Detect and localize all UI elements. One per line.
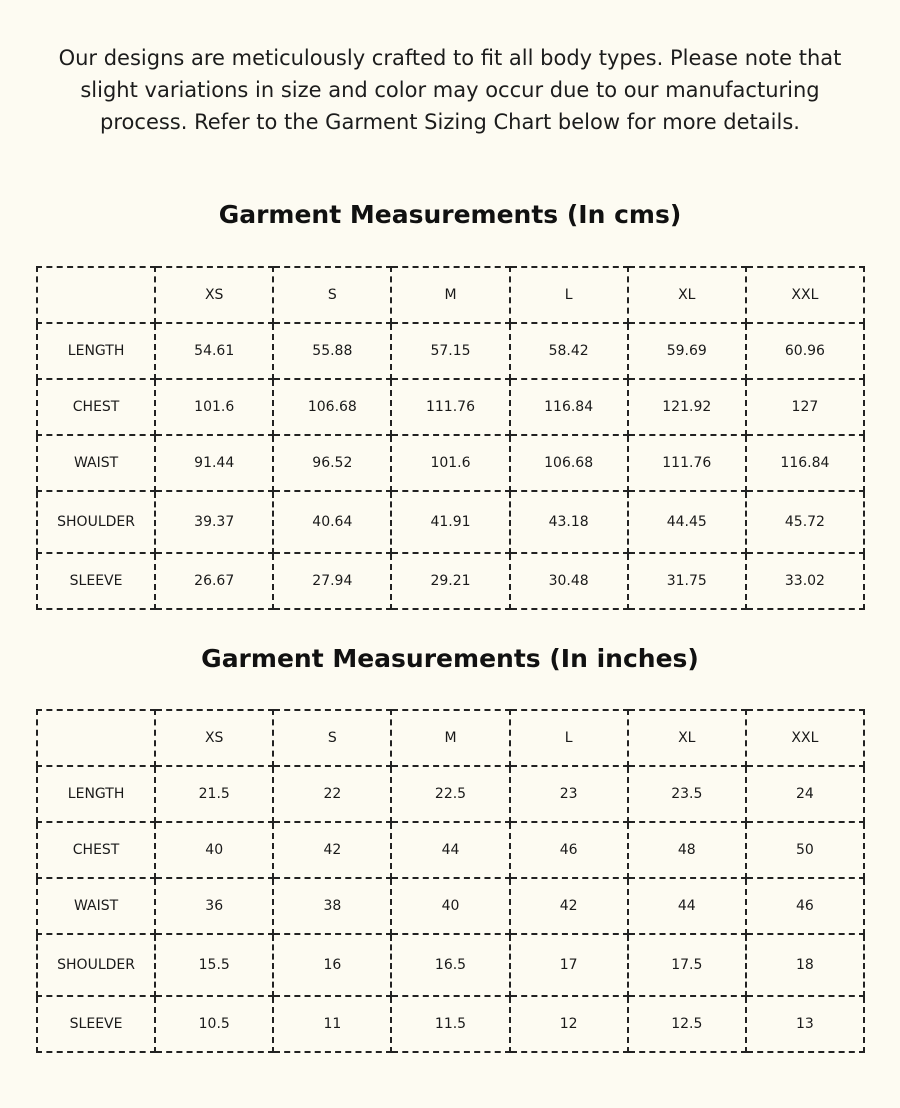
measurement-cell: 22 bbox=[273, 766, 391, 822]
measurement-cell: 13 bbox=[746, 996, 864, 1052]
table-row bbox=[37, 996, 864, 1052]
measurement-cell: 31.75 bbox=[628, 553, 746, 609]
measurement-cell: 22.5 bbox=[391, 766, 509, 822]
measurement-cell: 58.42 bbox=[510, 323, 628, 379]
size-chart-cms bbox=[36, 266, 865, 610]
measurement-cell: 55.88 bbox=[273, 323, 391, 379]
size-header: XL bbox=[628, 710, 746, 766]
measurement-cell: 40 bbox=[391, 878, 509, 934]
measurement-cell: 45.72 bbox=[746, 491, 864, 553]
measurement-cell: 57.15 bbox=[391, 323, 509, 379]
size-chart-inches bbox=[36, 709, 865, 1053]
measurement-cell: 10.5 bbox=[155, 996, 273, 1052]
size-header: L bbox=[510, 710, 628, 766]
size-header: XS bbox=[155, 267, 273, 323]
measurement-cell: 30.48 bbox=[510, 553, 628, 609]
measurement-cell: 23 bbox=[510, 766, 628, 822]
row-label: CHEST bbox=[37, 822, 155, 878]
size-header: XL bbox=[628, 267, 746, 323]
measurement-cell: 33.02 bbox=[746, 553, 864, 609]
measurement-cell: 111.76 bbox=[628, 435, 746, 491]
measurement-cell: 38 bbox=[273, 878, 391, 934]
row-label: LENGTH bbox=[37, 323, 155, 379]
header-row bbox=[37, 267, 864, 323]
measurement-cell: 17 bbox=[510, 934, 628, 996]
cms-table-title: Garment Measurements (In cms) bbox=[218, 200, 682, 229]
measurement-cell: 44 bbox=[391, 822, 509, 878]
size-header: XXL bbox=[746, 267, 864, 323]
inches-table-title: Garment Measurements (In inches) bbox=[201, 644, 699, 673]
row-label: WAIST bbox=[37, 435, 155, 491]
header-row bbox=[37, 710, 864, 766]
measurement-cell: 11 bbox=[273, 996, 391, 1052]
measurement-cell: 121.92 bbox=[628, 379, 746, 435]
measurement-cell: 16 bbox=[273, 934, 391, 996]
measurement-cell: 101.6 bbox=[391, 435, 509, 491]
measurement-cell: 54.61 bbox=[155, 323, 273, 379]
table-row bbox=[37, 491, 864, 553]
measurement-cell: 17.5 bbox=[628, 934, 746, 996]
measurement-cell: 127 bbox=[746, 379, 864, 435]
measurement-cell: 106.68 bbox=[510, 435, 628, 491]
measurement-cell: 41.91 bbox=[391, 491, 509, 553]
measurement-cell: 21.5 bbox=[155, 766, 273, 822]
measurement-cell: 106.68 bbox=[273, 379, 391, 435]
measurement-cell: 16.5 bbox=[391, 934, 509, 996]
measurement-cell: 29.21 bbox=[391, 553, 509, 609]
measurement-cell: 15.5 bbox=[155, 934, 273, 996]
measurement-cell: 39.37 bbox=[155, 491, 273, 553]
size-header: S bbox=[273, 710, 391, 766]
measurement-cell: 60.96 bbox=[746, 323, 864, 379]
size-header: M bbox=[391, 267, 509, 323]
table-row bbox=[37, 934, 864, 996]
table-row bbox=[37, 878, 864, 934]
row-label: WAIST bbox=[37, 878, 155, 934]
size-header: XS bbox=[155, 710, 273, 766]
measurement-cell: 50 bbox=[746, 822, 864, 878]
measurement-cell: 40.64 bbox=[273, 491, 391, 553]
row-label: LENGTH bbox=[37, 766, 155, 822]
size-header: S bbox=[273, 267, 391, 323]
measurement-cell: 44 bbox=[628, 878, 746, 934]
measurement-cell: 44.45 bbox=[628, 491, 746, 553]
measurement-cell: 42 bbox=[273, 822, 391, 878]
measurement-cell: 116.84 bbox=[510, 379, 628, 435]
measurement-cell: 111.76 bbox=[391, 379, 509, 435]
measurement-cell: 46 bbox=[510, 822, 628, 878]
size-header: L bbox=[510, 267, 628, 323]
measurement-cell: 24 bbox=[746, 766, 864, 822]
measurement-cell: 40 bbox=[155, 822, 273, 878]
size-header: XXL bbox=[746, 710, 864, 766]
measurement-cell: 101.6 bbox=[155, 379, 273, 435]
measurement-cell: 96.52 bbox=[273, 435, 391, 491]
row-label: CHEST bbox=[37, 379, 155, 435]
measurement-cell: 26.67 bbox=[155, 553, 273, 609]
corner-cell bbox=[37, 710, 155, 766]
measurement-cell: 42 bbox=[510, 878, 628, 934]
measurement-cell: 59.69 bbox=[628, 323, 746, 379]
corner-cell bbox=[37, 267, 155, 323]
row-label: SHOULDER bbox=[37, 491, 155, 553]
measurement-cell: 18 bbox=[746, 934, 864, 996]
measurement-cell: 12.5 bbox=[628, 996, 746, 1052]
row-label: SLEEVE bbox=[37, 996, 155, 1052]
measurement-cell: 91.44 bbox=[155, 435, 273, 491]
row-label: SHOULDER bbox=[37, 934, 155, 996]
size-header: M bbox=[391, 710, 509, 766]
table-row bbox=[37, 323, 864, 379]
table-row bbox=[37, 435, 864, 491]
measurement-cell: 48 bbox=[628, 822, 746, 878]
measurement-cell: 46 bbox=[746, 878, 864, 934]
table-row bbox=[37, 379, 864, 435]
measurement-cell: 11.5 bbox=[391, 996, 509, 1052]
table-row bbox=[37, 553, 864, 609]
measurement-cell: 23.5 bbox=[628, 766, 746, 822]
row-label: SLEEVE bbox=[37, 553, 155, 609]
measurement-cell: 12 bbox=[510, 996, 628, 1052]
table-row bbox=[37, 822, 864, 878]
table-row bbox=[37, 766, 864, 822]
intro-paragraph: Our designs are meticulously crafted to fit all body types. Please note that slight variations in size and color may occur due to our manufacturing process. Refer to the Garment Sizing Chart below for more details. bbox=[58, 46, 842, 134]
measurement-cell: 36 bbox=[155, 878, 273, 934]
measurement-cell: 116.84 bbox=[746, 435, 864, 491]
measurement-cell: 43.18 bbox=[510, 491, 628, 553]
measurement-cell: 27.94 bbox=[273, 553, 391, 609]
